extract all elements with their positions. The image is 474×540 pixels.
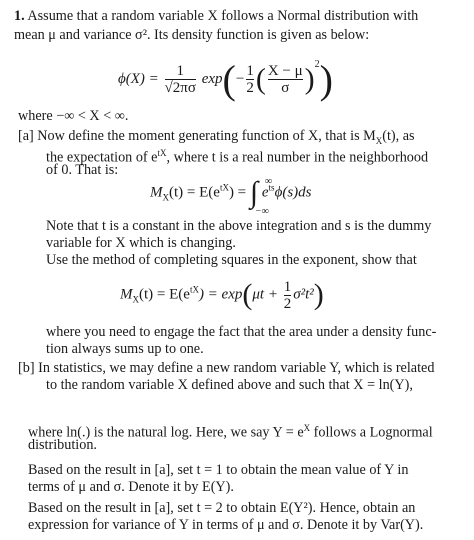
result-tail: σ²t²: [293, 286, 314, 303]
mgf-equation: [150, 176, 312, 212]
engage-text-1: where you need to engage the fact that the area under a density func-: [46, 324, 437, 340]
density-lhs: ϕ(X) =: [118, 70, 159, 87]
result-lhs: M: [120, 286, 133, 303]
note-text-2: variable for X which is changing.: [46, 235, 236, 251]
result-mu-t: μt +: [252, 286, 278, 303]
result-half-numerator: 1: [283, 278, 292, 295]
part-a-sup: tX: [157, 148, 167, 158]
inner-paren-close: ): [304, 62, 315, 96]
mgf-rhs2: ) =: [228, 184, 247, 201]
part-b-text-2: to the random variable X defined above and such that X = ln(Y),: [46, 377, 413, 393]
integral-upper-limit: ∞: [265, 176, 273, 187]
lognormal-sup: X: [303, 423, 311, 433]
domain-text: where −∞ < X < ∞.: [18, 108, 129, 124]
standardized-numerator: X − μ: [267, 63, 303, 79]
part-a-text-2-end: , where t is a real number in the neighborhood: [166, 149, 429, 166]
result-paren-open: (: [242, 278, 253, 311]
part-a-text-1-end: (t), as: [382, 128, 415, 144]
result-paren-close: ): [313, 278, 324, 311]
half-denominator: 2: [246, 80, 254, 96]
inner-paren-open: (: [255, 62, 266, 96]
part-a-text-1: Now define the moment generating function of X, that is M: [37, 128, 376, 144]
problem-intro-line1: [14, 8, 418, 25]
part-b-text-1: In statistics, we may define a new random variable Y, which is related: [38, 360, 435, 376]
result-lhs-sub: X: [132, 294, 139, 305]
integrand-end: ϕ(s)ds: [274, 184, 312, 201]
part-a-marker: [a]: [18, 128, 34, 144]
engage-text-2: tion always sums up to one.: [46, 341, 204, 357]
half-numerator: 1: [246, 63, 254, 79]
outer-paren-open: (: [222, 57, 236, 102]
problem-number: 1.: [14, 8, 25, 24]
result-mid-sup: tX: [189, 284, 199, 295]
part-a-text-3: of 0. That is:: [46, 162, 119, 178]
intro-text-1: Assume that a random variable X follows a Normal distribution with: [27, 8, 419, 24]
result-mid: (t) = E(e: [139, 286, 190, 303]
note-text-1: Note that t is a constant in the above integration and s is the dummy: [46, 218, 432, 234]
part-b-line1: [18, 360, 434, 377]
mean-text-2: terms of μ and σ. Denote it by E(Y).: [28, 479, 234, 495]
result-half-fraction: [284, 279, 292, 312]
lognormal-text-2: distribution.: [28, 437, 97, 453]
mgf-rhs1: (t) = E(e: [169, 184, 220, 201]
mgf-result-equation: [120, 278, 324, 312]
mgf-lhs-sub: X: [162, 192, 169, 203]
intro-text-2: mean μ and variance σ². Its density function is given as below:: [14, 27, 370, 43]
coef-numerator: 1: [176, 63, 184, 79]
coef-denominator: √2πσ: [164, 80, 196, 96]
mgf-rhs1-sup: tX: [219, 182, 229, 193]
square-exponent: 2: [314, 58, 320, 70]
part-a-text-2: the expectation of e: [46, 149, 158, 166]
part-b-marker: [b]: [18, 360, 35, 376]
lognormal-text-1-end: follows a Lognormal: [310, 424, 433, 441]
part-a-sub: X: [375, 135, 383, 146]
lognormal-text-1: where ln(.) is the natural log. Here, we say Y = e: [28, 424, 304, 441]
exp-label: exp: [201, 70, 223, 87]
result-half-denominator: 2: [283, 295, 292, 312]
mgf-lhs: M: [150, 184, 163, 201]
variance-text-2: expression for variance of Y in terms of μ and σ. Denote it by Var(Y).: [28, 517, 424, 533]
integral-lower-limit: −∞: [255, 206, 269, 217]
integral-sign: ∫: [249, 176, 259, 209]
result-exp: ) = exp: [198, 286, 243, 303]
mean-text-1: Based on the result in [a], set t = 1 to obtain the mean value of Y in: [28, 462, 409, 478]
density-equation: ϕ(X) = $\frac{1}{√2\pi\sigma}$ exp(− $\frac{1}{2}$ ( $\frac{X - \mu}{\sigma}$ )$^2$): [118, 57, 333, 102]
outer-paren-close: ): [319, 57, 333, 102]
variance-text-1: Based on the result in [a], set t = 2 to obtain E(Y²). Hence, obtain an: [28, 500, 416, 516]
integrand-sup: ts: [268, 182, 275, 193]
standardized-fraction: [268, 63, 303, 96]
density-coefficient: [165, 63, 196, 96]
integrand-base: e: [261, 184, 269, 201]
method-text: Use the method of completing squares in the exponent, show that: [46, 252, 417, 268]
standardized-denominator: σ: [268, 79, 303, 96]
half-fraction: [246, 63, 254, 96]
